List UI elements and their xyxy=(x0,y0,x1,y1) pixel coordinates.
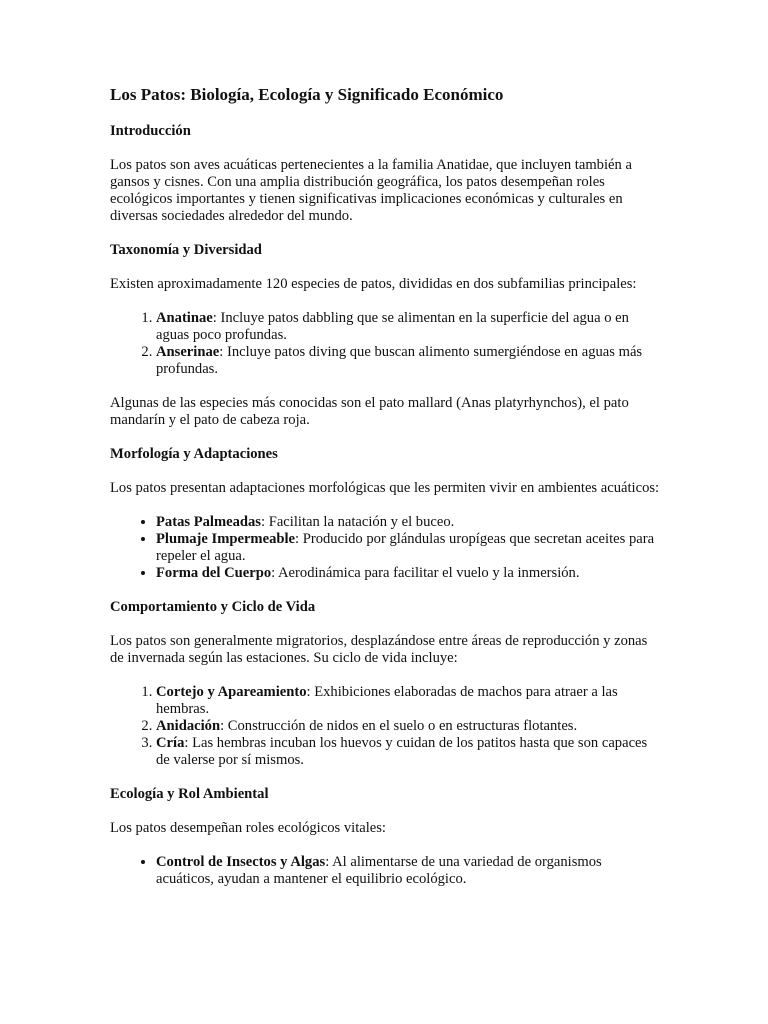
taxonomy-after-paragraph: Algunas de las especies más conocidas son el pato mallard (Anas platyrhynchos), el pato mandarín y el pato de cabeza roja. xyxy=(110,395,629,428)
list-item-term: Anatinae xyxy=(156,310,213,326)
list-item-term: Anidación xyxy=(156,718,221,734)
list-item xyxy=(156,310,660,344)
list-item-term: Anserinae xyxy=(156,344,220,360)
list-item-desc: : Las hembras incuban los huevos y cuidan de los patitos hasta que son capaces de valerse por sí mismos. xyxy=(156,735,648,768)
list-item-term: Control de Insectos y Algas xyxy=(156,854,326,870)
list-item-desc: : Construcción de nidos en el suelo o en estructuras flotantes. xyxy=(220,718,578,734)
list-item-desc: : Producido por glándulas uropígeas que secretan aceites para repeler el agua. xyxy=(156,531,655,564)
list-item xyxy=(156,514,660,531)
list-item-term: Plumaje Impermeable xyxy=(156,531,296,547)
taxonomy-paragraph: Existen aproximadamente 120 especies de patos, divididas en dos subfamilias principales: xyxy=(110,276,637,292)
list-item-desc: : Aerodinámica para facilitar el vuelo y la inmersión. xyxy=(271,565,580,581)
list-item xyxy=(156,854,660,888)
document-page xyxy=(110,84,660,905)
list-item-desc: : Incluye patos dabbling que se alimentan en la superficie del agua o en aguas poco profundas. xyxy=(156,310,629,343)
list-item xyxy=(156,344,660,378)
list-item xyxy=(156,718,660,735)
list-item-term: Cortejo y Apareamiento xyxy=(156,684,307,700)
list-item xyxy=(156,684,660,718)
ecology-paragraph: Los patos desempeñan roles ecológicos vitales: xyxy=(110,820,386,836)
taxonomy-list xyxy=(110,310,660,378)
list-item xyxy=(156,565,660,582)
ecology-list xyxy=(110,854,660,888)
document-title: Los Patos: Biología, Ecología y Significado Económico xyxy=(110,85,504,104)
behavior-list xyxy=(110,684,660,769)
behavior-paragraph: Los patos son generalmente migratorios, desplazándose entre áreas de reproducción y zonas de invernada según las estaciones. Su ciclo de vida incluye: xyxy=(110,633,648,666)
list-item-desc: : Exhibiciones elaboradas de machos para atraer a las hembras. xyxy=(156,684,618,717)
section-heading-taxonomy: Taxonomía y Diversidad xyxy=(110,242,262,258)
section-heading-morphology: Morfología y Adaptaciones xyxy=(110,446,278,462)
list-item-desc: : Al alimentarse de una variedad de organismos acuáticos, ayudan a mantener el equilibrio ecológico. xyxy=(156,854,602,887)
section-heading-behavior: Comportamiento y Ciclo de Vida xyxy=(110,599,316,615)
list-item xyxy=(156,531,660,565)
list-item xyxy=(156,735,660,769)
list-item-term: Cría xyxy=(156,735,185,751)
list-item-term: Forma del Cuerpo xyxy=(156,565,272,581)
list-item-term: Patas Palmeadas xyxy=(156,514,261,530)
intro-paragraph: Los patos son aves acuáticas pertenecientes a la familia Anatidae, que incluyen también a gansos y cisnes. Con una amplia distribución geográfica, los patos desempeñan roles ecológicos importantes y tienen significativas implicaciones económicas y culturales en diversas sociedades alrededor del mundo. xyxy=(110,157,632,224)
section-heading-ecology: Ecología y Rol Ambiental xyxy=(110,786,269,802)
section-heading-intro: Introducción xyxy=(110,123,191,139)
morphology-paragraph: Los patos presentan adaptaciones morfológicas que les permiten vivir en ambientes acuáticos: xyxy=(110,480,660,496)
list-item-desc: : Facilitan la natación y el buceo. xyxy=(261,514,455,530)
morphology-list xyxy=(110,514,660,582)
list-item-desc: : Incluye patos diving que buscan alimento sumergiéndose en aguas más profundas. xyxy=(156,344,643,377)
